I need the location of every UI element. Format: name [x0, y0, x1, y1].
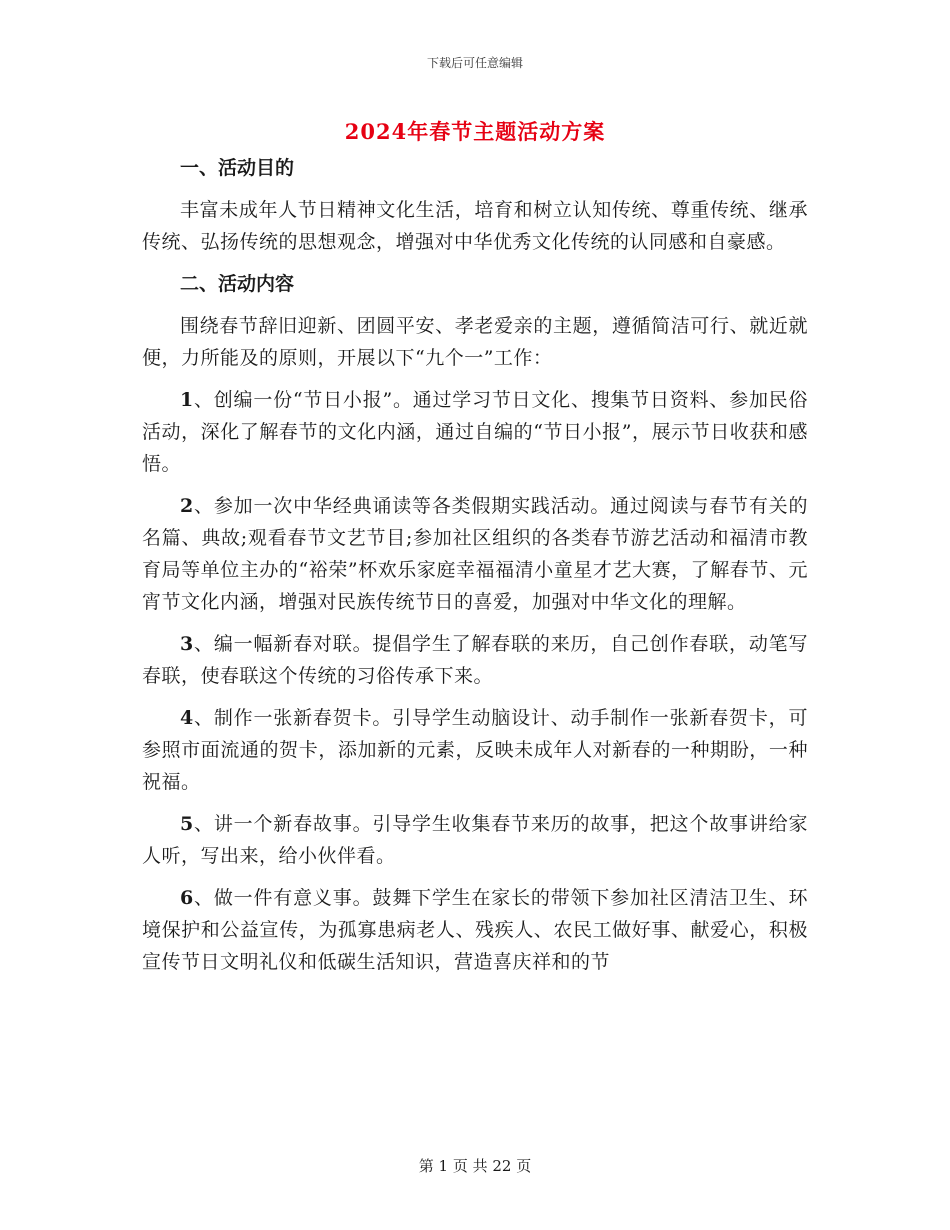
document-body: [142, 152, 808, 988]
list-item-number: 2: [180, 495, 194, 517]
list-item-number: 5: [180, 813, 194, 835]
section-heading-purpose: 一、活动目的: [180, 157, 295, 179]
list-item-number: 1: [180, 389, 194, 411]
list-item-text: 、创编一份“节日小报”。通过学习节日文化、搜集节日资料、参加民俗活动，深化了解春节的文化内涵，通过自编的“节日小报”，展示节日收获和感悟。: [142, 389, 808, 475]
list-item: [142, 628, 808, 692]
document-title: 2024年春节主题活动方案: [344, 119, 606, 144]
header-note: 下载后可任意编辑: [426, 56, 523, 70]
list-item-number: 3: [180, 633, 194, 655]
list-item: [142, 490, 808, 618]
list-item: [142, 808, 808, 872]
list-item: [142, 882, 808, 978]
list-item-text: 、做一件有意义事。鼓舞下学生在家长的带领下参加社区清洁卫生、环境保护和公益宣传，为孤寡患病老人、残疾人、农民工做好事、献爱心，积极宣传节日文明礼仪和低碳生活知识，营造喜庆祥和的节: [142, 887, 808, 973]
page-footer: 第 1 页 共 22 页: [418, 1157, 532, 1175]
list-item-text: 、制作一张新春贺卡。引导学生动脑设计、动手制作一张新春贺卡，可参照市面流通的贺卡，添加新的元素，反映未成年人对新春的一种期盼，一种祝福。: [142, 707, 808, 793]
list-item-text: 、讲一个新春故事。引导学生收集春节来历的故事，把这个故事讲给家人听，写出来，给小伙伴看。: [142, 813, 808, 867]
section-heading-content: 二、活动内容: [180, 273, 295, 295]
list-item-text: 、参加一次中华经典诵读等各类假期实践活动。通过阅读与春节有关的名篇、典故;观看春节文艺节目;参加社区组织的各类春节游艺活动和福清市教育局等单位主办的“裕荣”杯欢乐家庭幸福福清小童星才艺大赛，了解春节、元宵节文化内涵，增强对民族传统节日的喜爱，加强对中华文化的理解。: [142, 495, 808, 613]
section-paragraph-purpose: 丰富未成年人节日精神文化生活，培育和树立认知传统、尊重传统、继承传统、弘扬传统的思想观念，增强对中华优秀文化传统的认同感和自豪感。: [142, 199, 808, 253]
list-item-number: 4: [180, 707, 194, 729]
list-item-text: 、编一幅新春对联。提倡学生了解春联的来历，自己创作春联，动笔写春联，使春联这个传统的习俗传承下来。: [142, 633, 808, 687]
list-item: [142, 384, 808, 480]
list-item-number: 6: [180, 887, 194, 909]
section-paragraph-intro: 围绕春节辞旧迎新、团圆平安、孝老爱亲的主题，遵循简洁可行、就近就便，力所能及的原则，开展以下“九个一”工作：: [142, 315, 808, 369]
list-item: [142, 702, 808, 798]
